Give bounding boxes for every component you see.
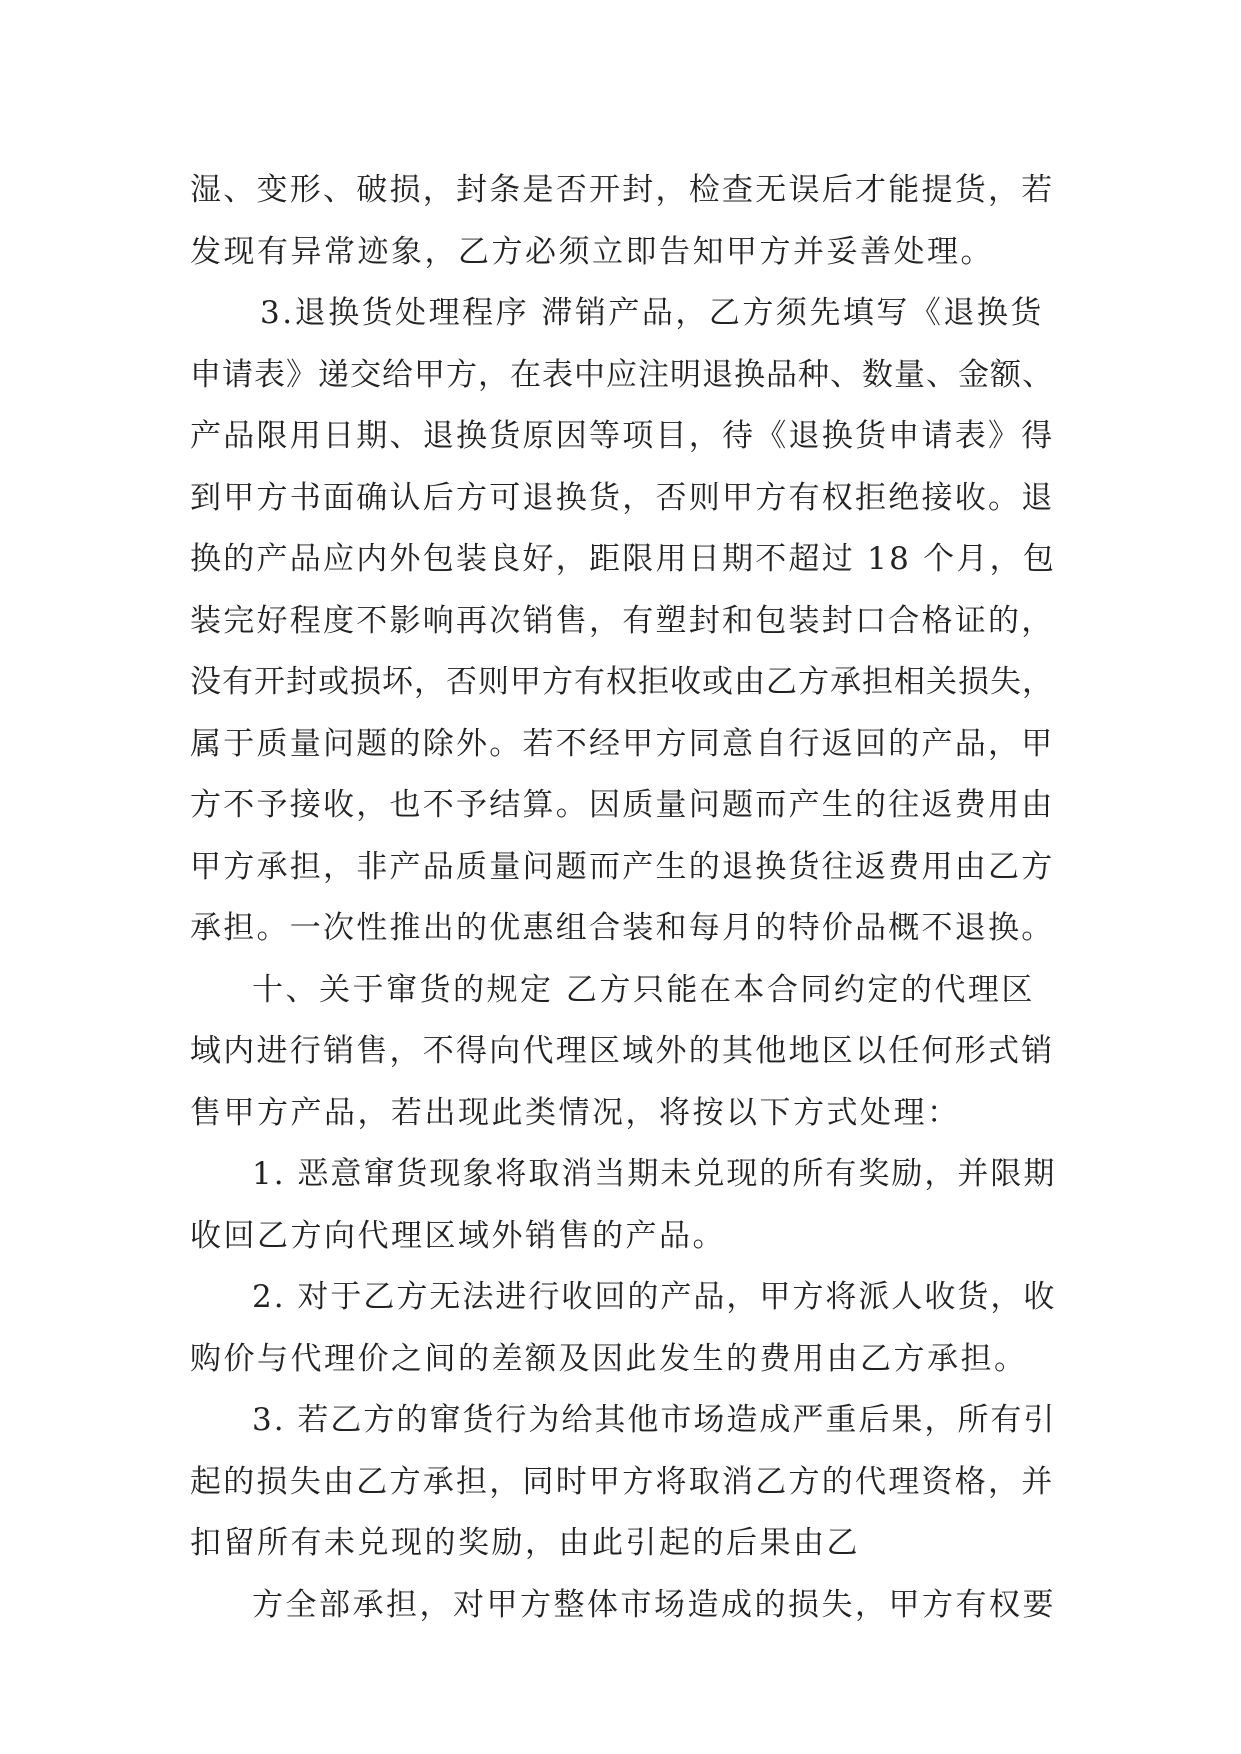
text-line: 十、关于窜货的规定 乙方只能在本合同约定的代理区 (252, 971, 1035, 1008)
text-line: 属于质量问题的除外。若不经甲方同意自行返回的产品，甲 (190, 725, 1055, 762)
text-line: 2. 对于乙方无法进行收回的产品，甲方将派人收货，收 (252, 1279, 1057, 1315)
text-line: 售甲方产品，若出现此类情况，将按以下方式处理： (190, 1094, 961, 1131)
text-line: 装完好程度不影响再次销售，有塑封和包装封口合格证的， (190, 602, 1055, 639)
text-line: 湿、变形、破损，封条是否开封，检查无误后才能提货，若 (190, 172, 1055, 208)
text-line: 域内进行销售，不得向代理区域外的其他地区以任何形式销 (190, 1033, 1055, 1069)
text-line: 发现有异常迹象，乙方必须立即告知甲方并妥善处理。 (190, 233, 994, 270)
text-line: 收回乙方向代理区域外销售的产品。 (190, 1217, 726, 1254)
text-line: 购价与代理价之间的差额及因此发生的费用由乙方承担。 (190, 1340, 1028, 1377)
text-line: 没有开封或损坏，否则甲方有权拒收或由乙方承担相关损失， (190, 664, 1054, 700)
text-line: 甲方承担，非产品质量问题而产生的退换货往返费用由乙方 (190, 848, 1055, 885)
text-line: 扣留所有未兑现的奖励，由此引起的后果由乙 (190, 1525, 860, 1561)
text-line: 申请表》递交给甲方，在表中应注明退换品种、数量、金额、 (190, 356, 1054, 393)
text-line: 方全部承担，对甲方整体市场造成的损失，甲方有权要 (252, 1586, 1056, 1623)
text-line: 方不予接收，也不予结算。因质量问题而产生的往返费用由 (190, 787, 1055, 823)
text-line: 1. 恶意窜货现象将取消当期未兑现的所有奖励，并限期 (252, 1156, 1057, 1192)
document-body (190, 160, 1057, 1636)
text-line: 起的损失由乙方承担，同时甲方将取消乙方的代理资格，并 (190, 1463, 1055, 1500)
text-line: 3. 若乙方的窜货行为给其他市场造成严重后果，所有引 (252, 1402, 1057, 1438)
text-line: 产品限用日期、退换货原因等项目，待《退换货申请表》得 (190, 418, 1055, 454)
text-line: 换的产品应内外包装良好，距限用日期不超过 18 个月，包 (190, 541, 1057, 577)
text-line: 到甲方书面确认后方可退换货，否则甲方有权拒绝接收。退 (190, 479, 1055, 516)
text-line: 承担。一次性推出的优惠组合装和每月的特价品概不退换。 (190, 910, 1055, 946)
text-line: 3.退换货处理程序 滞销产品，乙方须先填写《退换货 (260, 295, 1044, 331)
